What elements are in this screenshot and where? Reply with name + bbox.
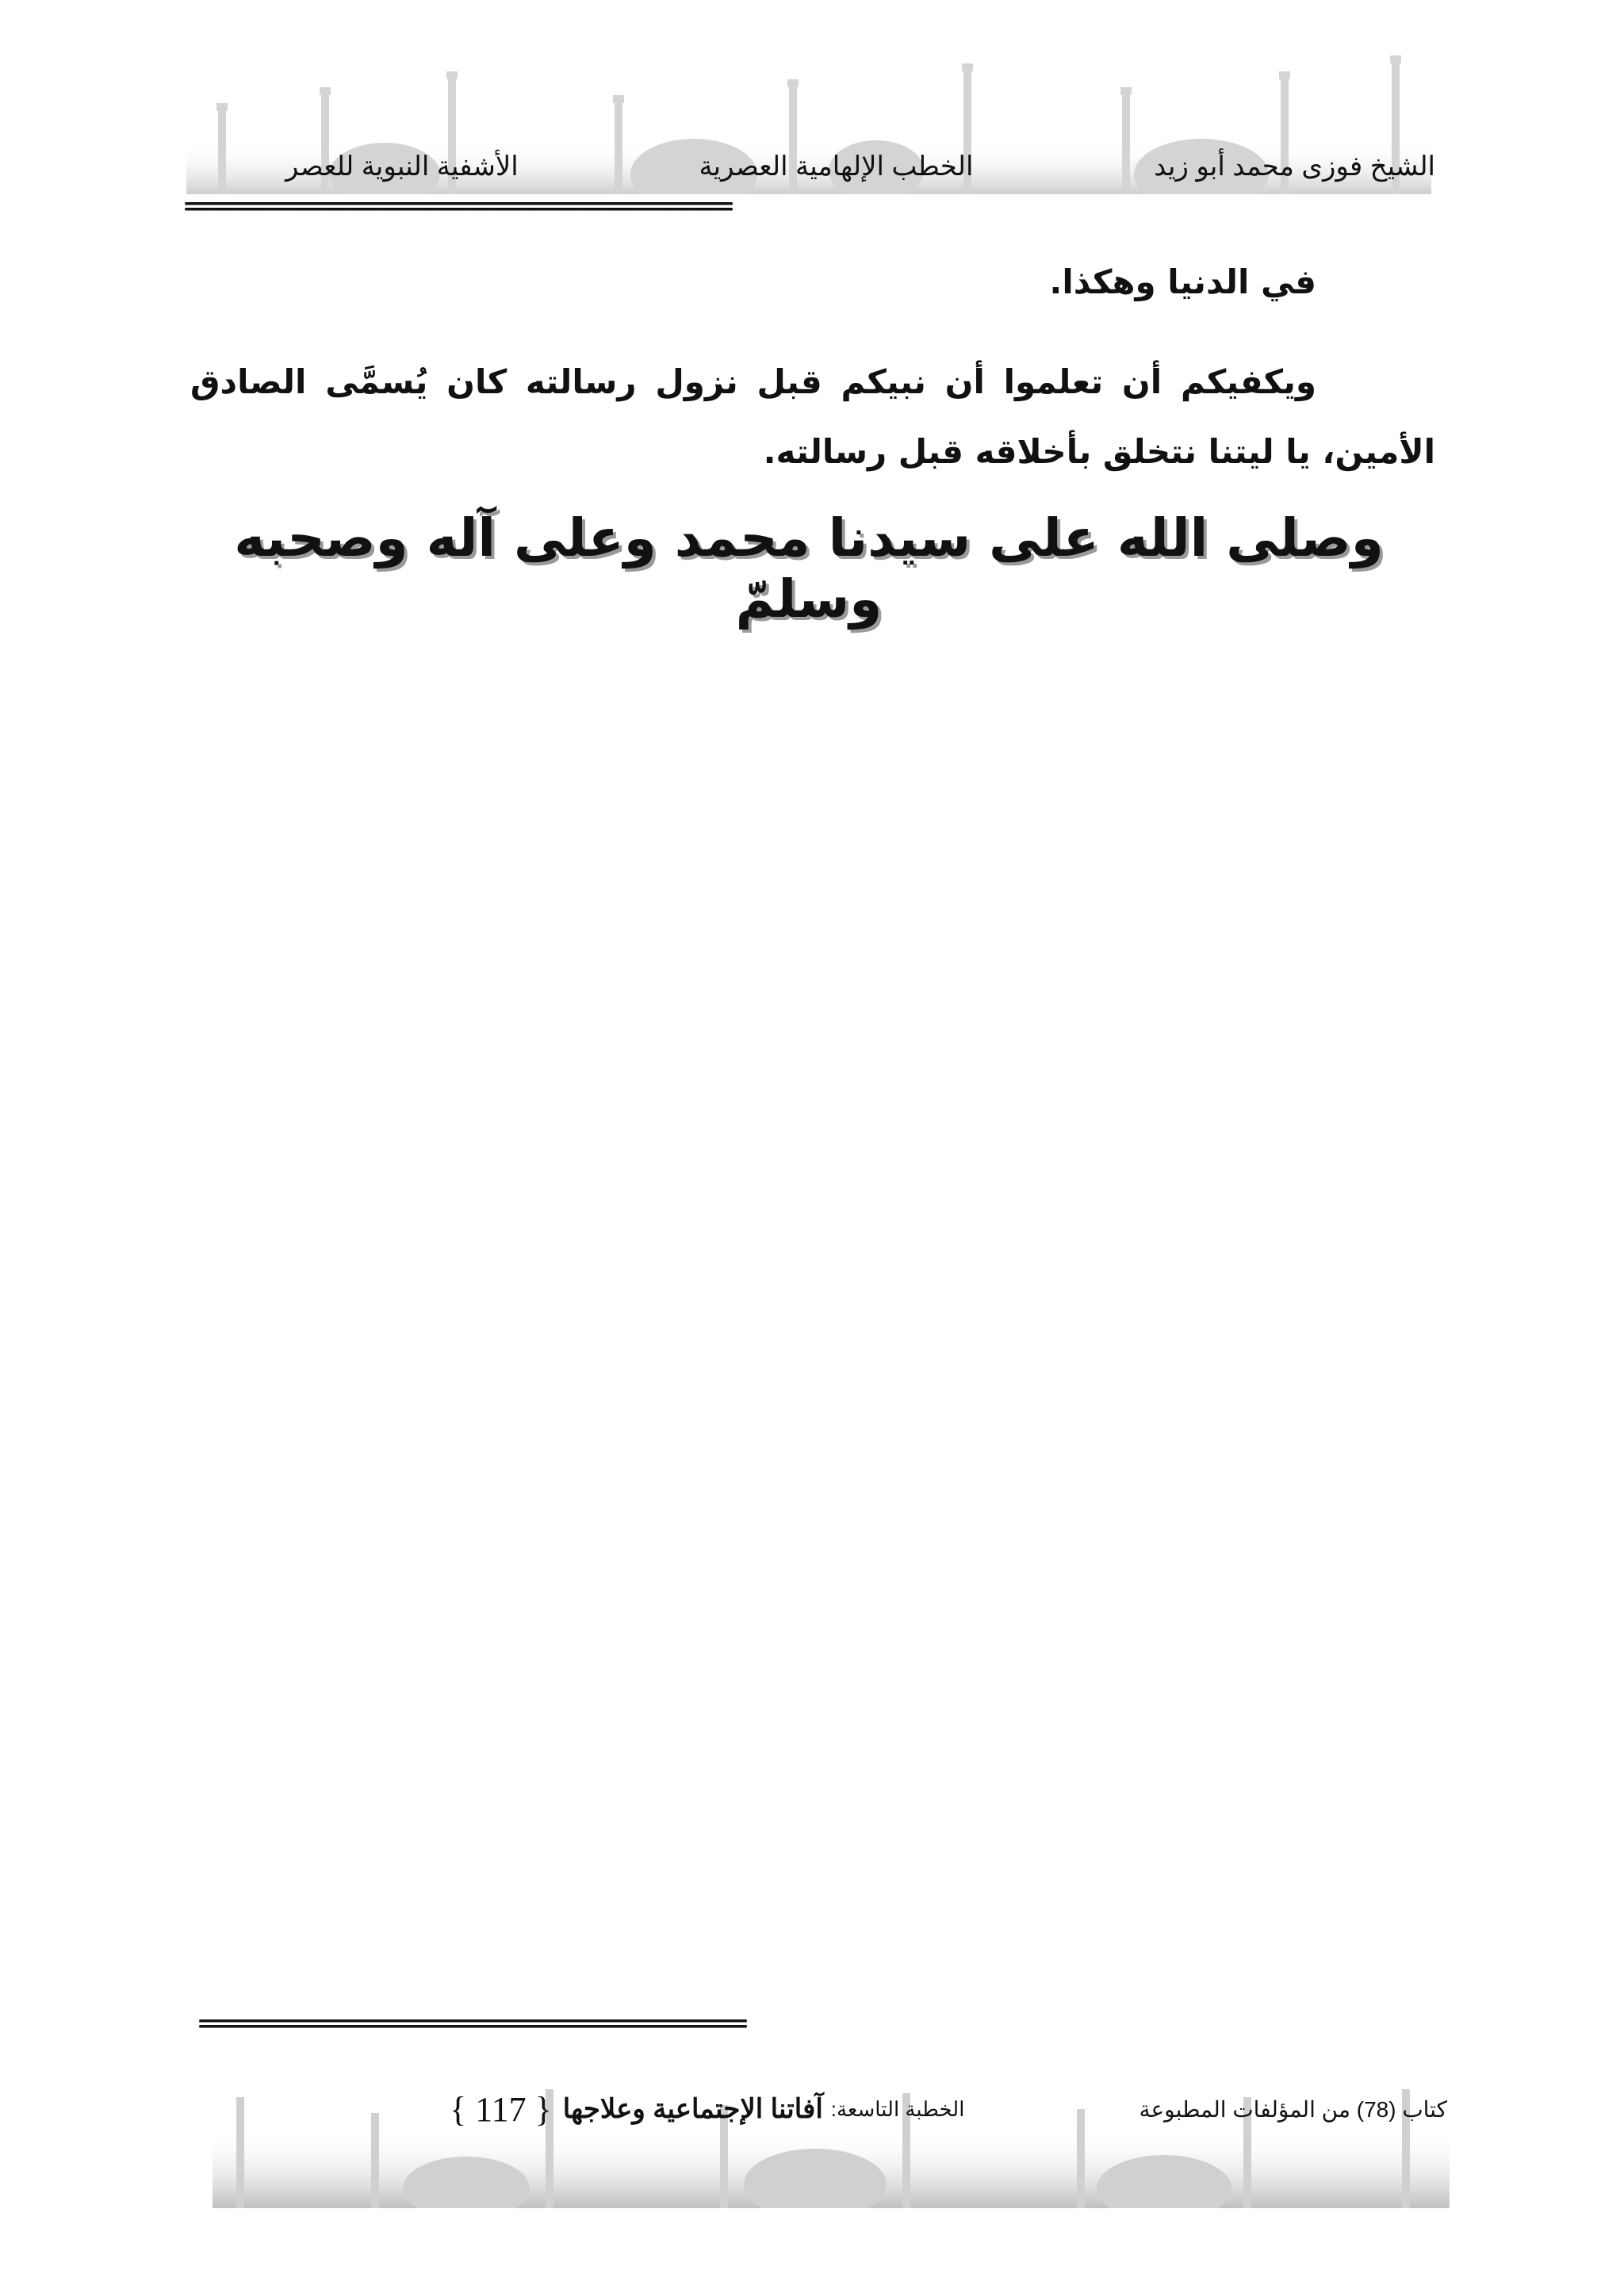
footer-book-reference: كتاب (78) من المؤلفات المطبوعة (1139, 2096, 1447, 2122)
paragraph-2: ويكفيكم أن تعلموا أن نبيكم قبل نزول رسالته كان يُسمَّى الصادق الأمين، يا ليتنا نتخلق بأخلاقه قبل رسالته. (190, 362, 1435, 471)
header-book-title: الأشفية النبوية للعصر (285, 151, 519, 182)
footer-khutba-label: الخطبة التاسعة: (830, 2096, 965, 2121)
running-footer (226, 2085, 1447, 2133)
page-number: { 117 } (450, 2089, 552, 2129)
closing-prayer: وصلى الله على سيدنا محمد وعلى آله وصحبه وسلمّ (234, 507, 1384, 630)
footer-rule: ================================================= (198, 2012, 745, 2038)
running-header (285, 147, 1435, 186)
paragraph-1: في الدنيا وهكذا. (1049, 262, 1316, 301)
header-series: الخطب الإلهامية العصرية (699, 151, 974, 182)
header-author: الشيخ فوزى محمد أبو زيد (1154, 151, 1435, 182)
header-rule: ================================================= (184, 195, 731, 220)
footer-khutba-title: آفاتنا الإجتماعية وعلاجها (562, 2094, 823, 2124)
